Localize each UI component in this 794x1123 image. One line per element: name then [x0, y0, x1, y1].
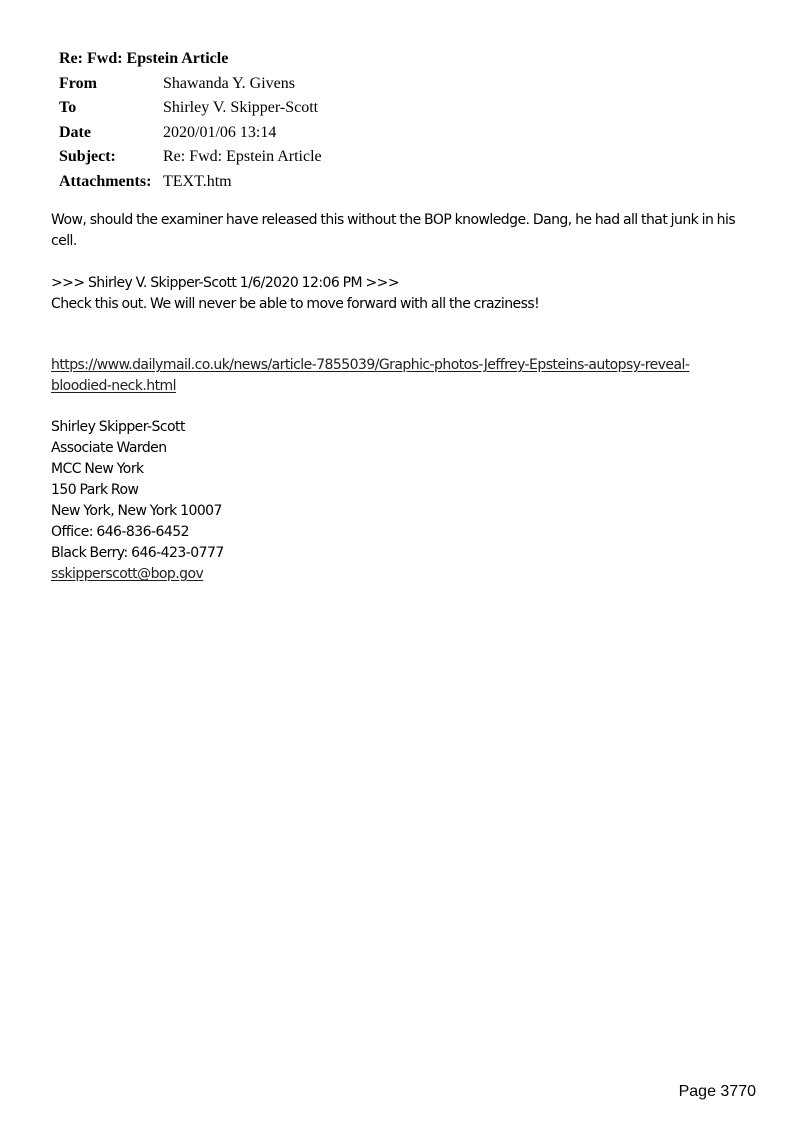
attachment-file[interactable]: TEXT.htm	[163, 172, 232, 190]
quoted-message	[51, 273, 539, 315]
message-body	[51, 210, 735, 252]
header-row-subject	[59, 145, 322, 170]
header-row-date	[59, 121, 322, 146]
email-title: Re: Fwd: Epstein Article	[59, 50, 229, 67]
message-line-1: Wow, should the examiner have released this without the BOP knowledge. Dang, he had all that junk in his	[51, 212, 736, 228]
subject-value: Re: Fwd: Epstein Article	[163, 148, 322, 165]
header-row-to	[59, 96, 322, 121]
subject-label: Subject:	[59, 148, 116, 165]
to-label: To	[59, 99, 77, 116]
signature-org: MCC New York	[51, 461, 144, 477]
signature-block	[51, 417, 224, 585]
from-label: From	[59, 74, 97, 92]
to-value: Shirley V. Skipper-Scott	[163, 99, 319, 116]
date-value: 2020/01/06 13:14	[163, 123, 277, 141]
header-row-attachments	[59, 170, 322, 195]
email-header	[59, 47, 322, 194]
signature-name: Shirley Skipper-Scott	[51, 419, 185, 435]
signature-title: Associate Warden	[51, 440, 167, 456]
signature-office-phone: Office: 646-836-6452	[51, 524, 189, 540]
date-label: Date	[59, 123, 91, 141]
signature-email-link[interactable]: sskipperscott@bop.gov	[51, 566, 204, 582]
header-row-from	[59, 72, 322, 97]
signature-address-2: New York, New York 10007	[51, 503, 222, 519]
quoted-text: Check this out. We will never be able to move forward with all the craziness!	[51, 296, 540, 312]
signature-blackberry-phone: Black Berry: 646-423-0777	[51, 545, 224, 561]
article-link[interactable]	[51, 355, 689, 397]
page-number: Page 3770	[678, 1083, 756, 1100]
article-link-line-2[interactable]: bloodied-neck.html	[51, 378, 176, 394]
quoted-header: >>> Shirley V. Skipper-Scott 1/6/2020 12:06 PM >>>	[51, 275, 400, 291]
attachments-label: Attachments:	[59, 172, 152, 190]
message-line-2: cell.	[51, 233, 77, 249]
from-value: Shawanda Y. Givens	[163, 74, 295, 92]
signature-address-1: 150 Park Row	[51, 482, 139, 498]
article-link-line-1[interactable]: https://www.dailymail.co.uk/news/article-7855039/Graphic-photos-Jeffrey-Epsteins-autopsy-reveal-	[51, 357, 690, 373]
